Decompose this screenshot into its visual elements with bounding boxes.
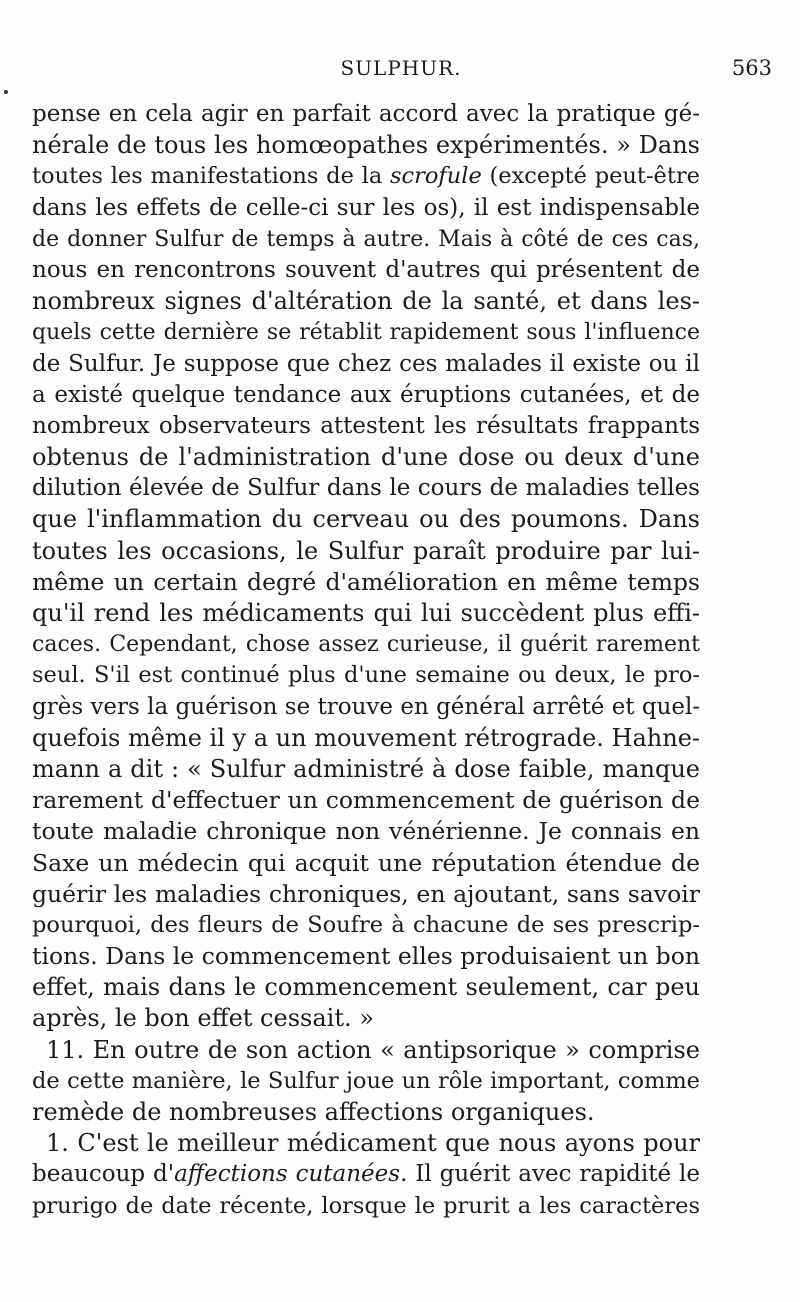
text-line: 11. En outre de son action « antipsorique » comprise — [46, 1035, 700, 1064]
text-line: qu'il rend les médicaments qui lui succèdent plus effi- — [32, 599, 700, 627]
text-line: mann a dit : « Sulfur administré à dose faible, manque — [32, 754, 700, 783]
text-line: effet, mais dans le commencement seulement, car peu — [32, 973, 700, 1002]
text-line: dilution élevée de Sulfur dans le cours de maladies telles — [32, 475, 700, 502]
italic-term: affections cutanées — [174, 1161, 401, 1188]
text-line: seul. S'il est continué plus d'une semaine ou deux, le pro- — [32, 662, 700, 689]
text-line: caces. Cependant, chose assez curieuse, il guérit rarement — [32, 632, 700, 658]
text-line: rarement d'effectuer un commencement de guérison de — [32, 786, 700, 815]
text-line: grès vers la guérison se trouve en général arrêté et quel- — [32, 693, 701, 720]
text-line-segment: beaucoup d' — [32, 1161, 175, 1188]
text-line: a existé quelque tendance aux éruptions cutanées, et de — [32, 381, 700, 408]
text-line: de cette manière, le Sulfur joue un rôle important, comme — [32, 1067, 700, 1094]
text-line — [32, 1159, 700, 1190]
body-text — [32, 99, 700, 1222]
text-line: nérale de tous les homœopathes expérimentés. » Dans — [32, 131, 700, 160]
text-line: nombreux observateurs attestent les résultats frappants — [32, 412, 700, 439]
text-line: dans les effets de celle-ci sur les os), il est indispensable — [32, 194, 700, 221]
text-line-segment: (excepté peut-être — [481, 163, 700, 190]
text-line-segment: toutes les manifestations de la — [32, 163, 390, 190]
ink-speck — [4, 90, 8, 94]
italic-term: scrofule — [389, 163, 482, 190]
text-line: de Sulfur. Je suppose que chez ces malades il existe ou il — [32, 350, 700, 377]
text-line: de donner Sulfur de temps à autre. Mais à côté de ces cas, — [32, 226, 700, 252]
text-line: remède de nombreuses affections organiques. — [32, 1098, 595, 1126]
text-line: que l'inflammation du cerveau ou des poumons. Dans — [32, 505, 700, 534]
running-title: SULPHUR. — [340, 56, 462, 80]
text-line: même un certain degré d'amélioration en même temps — [32, 567, 700, 596]
page-number: 563 — [731, 56, 772, 80]
text-line: toutes les occasions, le Sulfur paraît produire par lui- — [32, 536, 700, 565]
text-line: quels cette dernière se rétablit rapidement sous l'influence — [32, 320, 700, 346]
text-line: toute maladie chronique non vénérienne. Je connais en — [32, 817, 700, 846]
text-line: tions. Dans le commencement elles produisaient un bon — [32, 942, 700, 971]
text-line: pense en cela agir en parfait accord avec la pratique gé- — [32, 101, 700, 127]
text-line: pourquoi, des fleurs de Soufre à chacune de ses prescrip- — [32, 911, 700, 938]
text-line: nous en rencontrons souvent d'autres qui présentent de — [32, 256, 700, 283]
running-head — [30, 56, 772, 90]
text-line: après, le bon effet cessait. » — [32, 1004, 374, 1033]
text-line: Saxe un médecin qui acquit une réputation étendue de — [32, 848, 700, 877]
text-line-segment: . Il guérit avec rapidité le — [400, 1161, 700, 1188]
text-line: prurigo de date récente, lorsque le prurit a les caractères — [32, 1192, 700, 1219]
text-line — [32, 161, 700, 192]
text-line: quefois même il y a un mouvement rétrograde. Hahne- — [32, 723, 700, 752]
text-line: nombreux signes d'altération de la santé, et dans les- — [32, 287, 700, 316]
text-line: guérir les maladies chroniques, en ajoutant, sans savoir — [32, 879, 700, 908]
text-line: obtenus de l'administration d'une dose ou deux d'une — [32, 443, 700, 472]
text-line: 1. C'est le meilleur médicament que nous ayons pour — [46, 1129, 700, 1158]
